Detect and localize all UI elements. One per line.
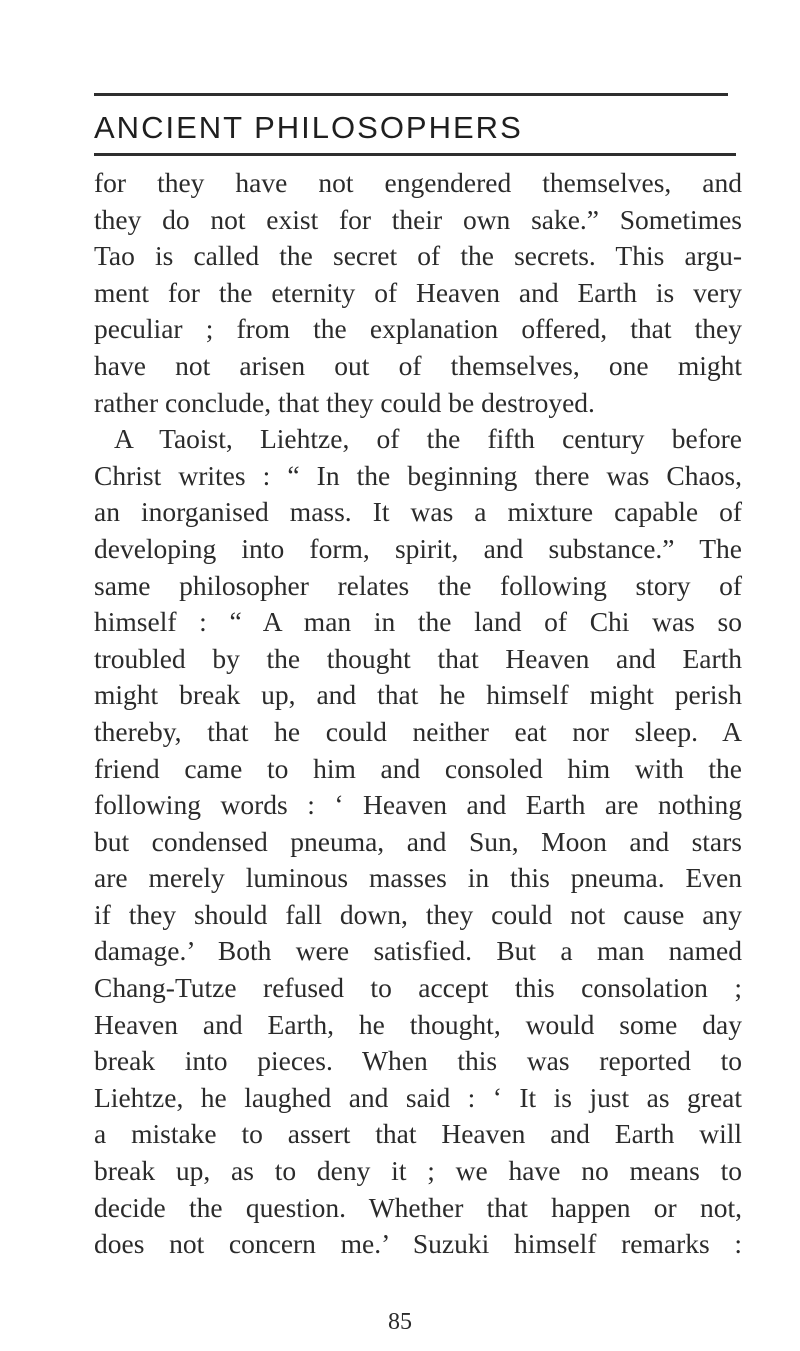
text-line: have not arisen out of themselves, one might bbox=[94, 349, 742, 381]
text-line: damage.’ Both were satisfied. But a man named bbox=[94, 935, 742, 967]
page-number: 85 bbox=[388, 1309, 412, 1335]
text-line: break into pieces. When this was reported to bbox=[94, 1045, 742, 1077]
text-line: peculiar ; from the explanation offered, that they bbox=[94, 313, 742, 345]
text-line: might break up, and that he himself might perish bbox=[94, 679, 742, 711]
text-line: an inorganised mass. It was a mixture capable of bbox=[94, 496, 742, 528]
header-bottom-rule bbox=[94, 153, 736, 156]
text-line: thereby, that he could neither eat nor sleep. A bbox=[94, 715, 742, 747]
text-line: rather conclude, that they could be destroyed. bbox=[94, 386, 595, 418]
text-line: himself : “ A man in the land of Chi was so bbox=[94, 606, 742, 638]
text-line: Christ writes : “ In the beginning there was Chaos, bbox=[94, 459, 742, 491]
text-line: Liehtze, he laughed and said : ‘ It is just as great bbox=[94, 1081, 742, 1113]
text-line: friend came to him and consoled him with the bbox=[94, 752, 742, 784]
text-line: a mistake to assert that Heaven and Earth will bbox=[94, 1118, 742, 1150]
text-line: but condensed pneuma, and Sun, Moon and stars bbox=[94, 825, 742, 857]
header-top-rule bbox=[94, 93, 728, 96]
text-line: for they have not engendered themselves, and bbox=[94, 167, 742, 198]
text-line: troubled by the thought that Heaven and Earth bbox=[94, 642, 742, 674]
text-line: same philosopher relates the following story of bbox=[94, 569, 742, 601]
text-line: A Taoist, Liehtze, of the fifth century before bbox=[114, 423, 742, 455]
text-line: Chang-Tutze refused to accept this consolation ; bbox=[94, 972, 742, 1004]
text-line: break up, as to deny it ; we have no means to bbox=[94, 1155, 742, 1187]
text-line: following words : ‘ Heaven and Earth are nothing bbox=[94, 789, 742, 821]
text-line: developing into form, spirit, and substance.” The bbox=[94, 532, 742, 564]
text-line: does not concern me.’ Suzuki himself remarks : bbox=[94, 1228, 742, 1260]
text-line: are merely luminous masses in this pneuma. Even bbox=[94, 862, 742, 894]
text-line: Tao is called the secret of the secrets. This argu- bbox=[94, 240, 742, 272]
text-line: Heaven and Earth, he thought, would some day bbox=[94, 1008, 742, 1040]
running-head: ANCIENT PHILOSOPHERS bbox=[94, 110, 523, 145]
text-line: decide the question. Whether that happen or not, bbox=[94, 1191, 742, 1223]
text-line: they do not exist for their own sake.” Sometimes bbox=[94, 203, 742, 235]
text-line: ment for the eternity of Heaven and Earth is very bbox=[94, 276, 742, 308]
text-line: if they should fall down, they could not cause any bbox=[94, 898, 742, 930]
body-text bbox=[94, 165, 742, 1263]
